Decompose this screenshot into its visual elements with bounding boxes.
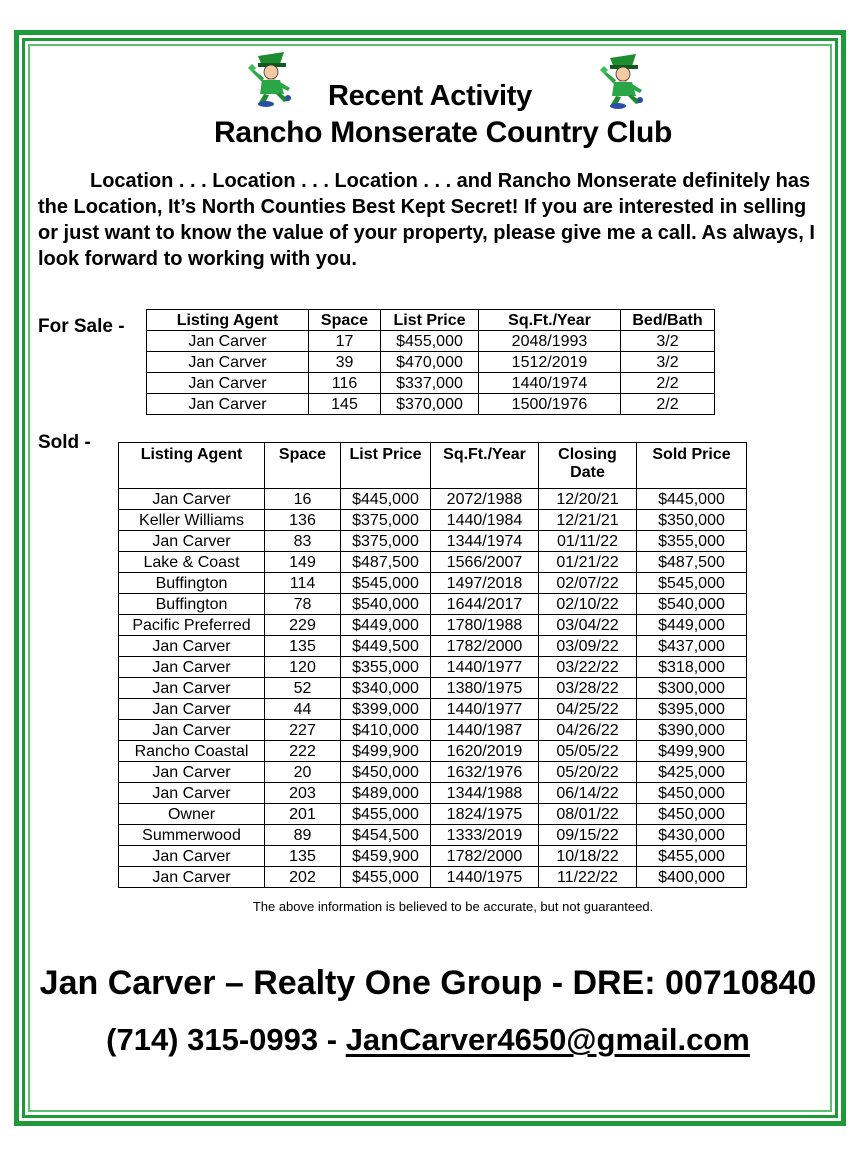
table-row <box>119 741 747 762</box>
table-cell: $318,000 <box>637 657 747 678</box>
column-header: Bed/Bath <box>621 310 715 331</box>
table-cell: 1780/1988 <box>431 615 539 636</box>
table-cell: 44 <box>265 699 341 720</box>
table-cell: 222 <box>265 741 341 762</box>
table-cell: 03/28/22 <box>539 678 637 699</box>
table-cell: Jan Carver <box>119 531 265 552</box>
column-header: Space <box>309 310 381 331</box>
table-cell: 20 <box>265 762 341 783</box>
table-cell: $454,500 <box>341 825 431 846</box>
table-cell: 229 <box>265 615 341 636</box>
table-cell: 83 <box>265 531 341 552</box>
table-cell: 2072/1988 <box>431 489 539 510</box>
table-cell: $545,000 <box>637 573 747 594</box>
table-cell: $340,000 <box>341 678 431 699</box>
table-cell: Jan Carver <box>119 783 265 804</box>
column-header: Closing Date <box>539 443 637 489</box>
table-cell: $437,000 <box>637 636 747 657</box>
table-cell: $355,000 <box>341 657 431 678</box>
table-row <box>119 510 747 531</box>
table-cell: 09/15/22 <box>539 825 637 846</box>
table-cell: $375,000 <box>341 510 431 531</box>
table-row <box>119 762 747 783</box>
table-cell: Jan Carver <box>147 352 309 373</box>
column-header: Sq.Ft./Year <box>431 443 539 489</box>
column-header: Sq.Ft./Year <box>479 310 621 331</box>
table-cell: 11/22/22 <box>539 867 637 888</box>
table-cell: $395,000 <box>637 699 747 720</box>
table-cell: 2/2 <box>621 394 715 415</box>
table-cell: 149 <box>265 552 341 573</box>
table-row <box>119 489 747 510</box>
table-cell: Jan Carver <box>147 394 309 415</box>
table-cell: $445,000 <box>341 489 431 510</box>
table-cell: 02/07/22 <box>539 573 637 594</box>
table-cell: $455,000 <box>341 804 431 825</box>
table-cell: $455,000 <box>341 867 431 888</box>
table-cell: 1500/1976 <box>479 394 621 415</box>
table-cell: Jan Carver <box>147 331 309 352</box>
table-cell: $400,000 <box>637 867 747 888</box>
table-cell: Buffington <box>119 594 265 615</box>
table-cell: 39 <box>309 352 381 373</box>
table-cell: Jan Carver <box>119 762 265 783</box>
table-cell: 16 <box>265 489 341 510</box>
table-cell: Jan Carver <box>119 636 265 657</box>
table-cell: 3/2 <box>621 331 715 352</box>
table-cell: 78 <box>265 594 341 615</box>
table-row <box>119 825 747 846</box>
table-cell: 1380/1975 <box>431 678 539 699</box>
intro-paragraph: Location . . . Location . . . Location . . . and Rancho Monserate definitely has the Location, It’s North Counties Best Kept Secret! If you are interested in selling or just want to know the value of your property, please give me a call. As always, I look forward to working with you. <box>38 170 815 270</box>
table-cell: Owner <box>119 804 265 825</box>
agent-info: Jan Carver – Realty One Group - DRE: 00710840 <box>39 964 817 1002</box>
table-row <box>119 615 747 636</box>
table-cell: 1344/1974 <box>431 531 539 552</box>
table-cell: $487,500 <box>341 552 431 573</box>
table-cell: Buffington <box>119 573 265 594</box>
table-cell: 04/26/22 <box>539 720 637 741</box>
table-cell: 03/09/22 <box>539 636 637 657</box>
column-header: Listing Agent <box>119 443 265 489</box>
table-cell: 1440/1987 <box>431 720 539 741</box>
column-header: Space <box>265 443 341 489</box>
table-cell: $370,000 <box>381 394 479 415</box>
table-cell: $449,500 <box>341 636 431 657</box>
table-cell: 145 <box>309 394 381 415</box>
table-cell: 2/2 <box>621 373 715 394</box>
table-cell: 135 <box>265 636 341 657</box>
table-cell: 05/20/22 <box>539 762 637 783</box>
table-cell: $450,000 <box>637 804 747 825</box>
table-cell: $489,000 <box>341 783 431 804</box>
table-cell: Jan Carver <box>119 846 265 867</box>
table-row <box>147 373 715 394</box>
table-cell: Rancho Coastal <box>119 741 265 762</box>
table-cell: 1440/1975 <box>431 867 539 888</box>
table-row <box>119 594 747 615</box>
table-cell: $499,900 <box>341 741 431 762</box>
table-cell: $410,000 <box>341 720 431 741</box>
table-cell: 1512/2019 <box>479 352 621 373</box>
table-cell: Jan Carver <box>119 657 265 678</box>
table-cell: 03/04/22 <box>539 615 637 636</box>
table-cell: 116 <box>309 373 381 394</box>
table-cell: 1344/1988 <box>431 783 539 804</box>
table-cell: $487,500 <box>637 552 747 573</box>
disclaimer: The above information is believed to be accurate, but not guaranteed. <box>252 899 654 914</box>
table-cell: 1620/2019 <box>431 741 539 762</box>
column-header: List Price <box>381 310 479 331</box>
table-cell: $390,000 <box>637 720 747 741</box>
table-cell: $399,000 <box>341 699 431 720</box>
table-cell: 2048/1993 <box>479 331 621 352</box>
table-cell: $470,000 <box>381 352 479 373</box>
table-cell: 05/05/22 <box>539 741 637 762</box>
table-cell: Jan Carver <box>119 489 265 510</box>
table-cell: $545,000 <box>341 573 431 594</box>
table-row <box>119 531 747 552</box>
table-cell: Jan Carver <box>119 678 265 699</box>
column-header: List Price <box>341 443 431 489</box>
table-cell: 1782/2000 <box>431 636 539 657</box>
table-cell: $450,000 <box>341 762 431 783</box>
table-cell: 3/2 <box>621 352 715 373</box>
table-cell: 201 <box>265 804 341 825</box>
table-cell: $425,000 <box>637 762 747 783</box>
table-cell: 1440/1984 <box>431 510 539 531</box>
phone-number: (714) 315-0993 - <box>106 1022 346 1057</box>
table-cell: $540,000 <box>637 594 747 615</box>
table-cell: $375,000 <box>341 531 431 552</box>
table-cell: 114 <box>265 573 341 594</box>
table-cell: 227 <box>265 720 341 741</box>
table-row <box>119 867 747 888</box>
table-cell: 1333/2019 <box>431 825 539 846</box>
table-cell: 01/21/22 <box>539 552 637 573</box>
table-row <box>147 352 715 373</box>
table-cell: $499,900 <box>637 741 747 762</box>
column-header: Listing Agent <box>147 310 309 331</box>
page-subtitle: Rancho Monserate Country Club <box>214 116 672 149</box>
table-row <box>119 720 747 741</box>
table-cell: 1644/2017 <box>431 594 539 615</box>
table-cell: 10/18/22 <box>539 846 637 867</box>
table-cell: $445,000 <box>637 489 747 510</box>
table-row <box>119 699 747 720</box>
table-cell: $450,000 <box>637 783 747 804</box>
table-cell: $540,000 <box>341 594 431 615</box>
table-cell: $459,900 <box>341 846 431 867</box>
table-cell: $337,000 <box>381 373 479 394</box>
table-cell: $455,000 <box>381 331 479 352</box>
table-cell: 120 <box>265 657 341 678</box>
table-cell: 89 <box>265 825 341 846</box>
table-cell: 202 <box>265 867 341 888</box>
table-row <box>119 783 747 804</box>
table-cell: 136 <box>265 510 341 531</box>
table-cell: $350,000 <box>637 510 747 531</box>
email-link[interactable]: JanCarver4650@gmail.com <box>345 1022 750 1057</box>
table-cell: 03/22/22 <box>539 657 637 678</box>
column-header: Sold Price <box>637 443 747 489</box>
table-cell: 52 <box>265 678 341 699</box>
table-cell: 17 <box>309 331 381 352</box>
table-cell: Jan Carver <box>147 373 309 394</box>
table-header-row <box>147 310 715 331</box>
table-row <box>119 636 747 657</box>
table-row <box>119 804 747 825</box>
table-cell: Keller Williams <box>119 510 265 531</box>
table-row <box>147 331 715 352</box>
table-row <box>119 552 747 573</box>
table-cell: $430,000 <box>637 825 747 846</box>
sold-label: Sold - <box>38 432 91 453</box>
table-cell: 08/01/22 <box>539 804 637 825</box>
table-cell: 02/10/22 <box>539 594 637 615</box>
table-cell: 1440/1977 <box>431 657 539 678</box>
for-sale-label: For Sale - <box>38 316 125 337</box>
table-row <box>147 394 715 415</box>
table-cell: 135 <box>265 846 341 867</box>
table-cell: $449,000 <box>637 615 747 636</box>
table-row <box>119 678 747 699</box>
table-cell: Jan Carver <box>119 699 265 720</box>
table-cell: 1824/1975 <box>431 804 539 825</box>
table-cell: 04/25/22 <box>539 699 637 720</box>
table-cell: Pacific Preferred <box>119 615 265 636</box>
sold-table <box>118 442 747 888</box>
table-cell: 06/14/22 <box>539 783 637 804</box>
for-sale-table <box>146 309 715 415</box>
table-row <box>119 573 747 594</box>
table-cell: 1782/2000 <box>431 846 539 867</box>
table-cell: $355,000 <box>637 531 747 552</box>
table-header-row <box>119 443 747 489</box>
table-cell: Jan Carver <box>119 867 265 888</box>
table-cell: 203 <box>265 783 341 804</box>
table-cell: 1632/1976 <box>431 762 539 783</box>
table-cell: 12/21/21 <box>539 510 637 531</box>
table-cell: 1440/1977 <box>431 699 539 720</box>
table-cell: Jan Carver <box>119 720 265 741</box>
table-cell: 1497/2018 <box>431 573 539 594</box>
table-row <box>119 846 747 867</box>
table-cell: Lake & Coast <box>119 552 265 573</box>
contact-line <box>0 1022 856 1058</box>
table-cell: $455,000 <box>637 846 747 867</box>
table-cell: 01/11/22 <box>539 531 637 552</box>
table-cell: 1440/1974 <box>479 373 621 394</box>
table-cell: 1566/2007 <box>431 552 539 573</box>
page-title: Recent Activity <box>328 80 532 112</box>
table-cell: Summerwood <box>119 825 265 846</box>
table-row <box>119 657 747 678</box>
table-cell: $300,000 <box>637 678 747 699</box>
table-cell: $449,000 <box>341 615 431 636</box>
table-cell: 12/20/21 <box>539 489 637 510</box>
